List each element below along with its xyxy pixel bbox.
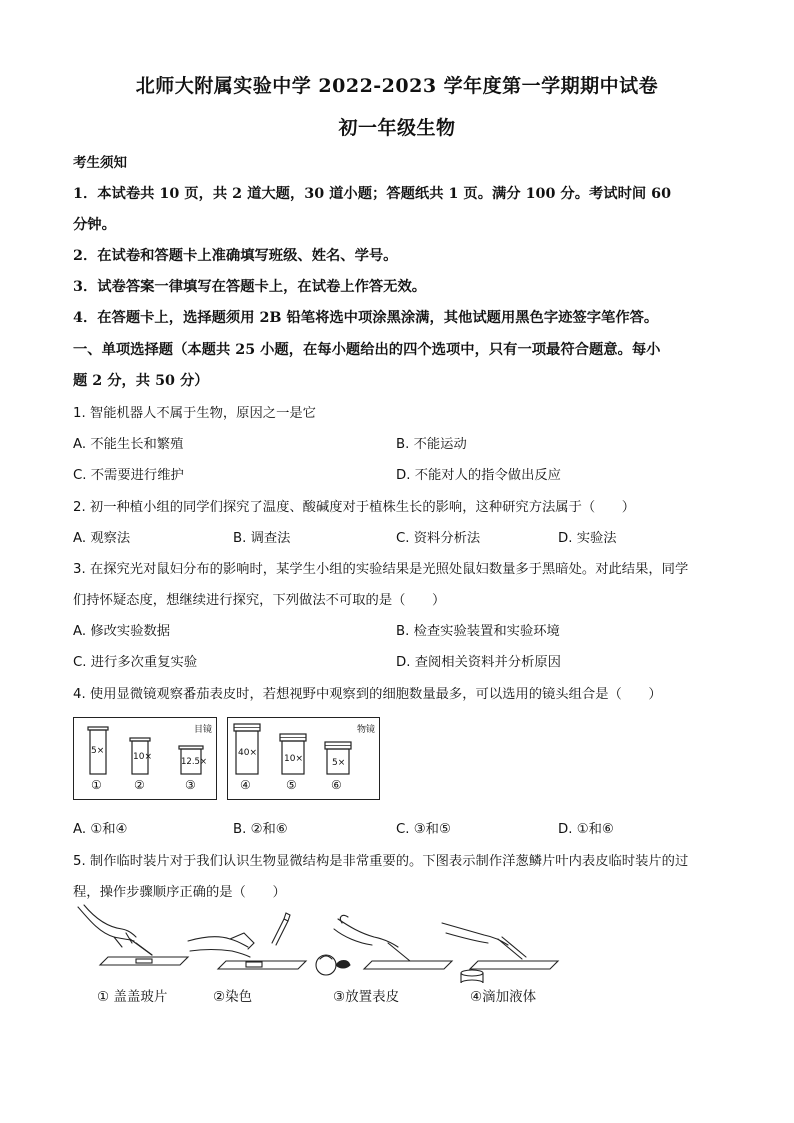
- objective-5-mag: 10×: [284, 754, 303, 764]
- section-heading-line-b: 题 2 分，共 50 分）: [73, 373, 209, 389]
- step-1-caption: ① 盖盖玻片: [97, 989, 168, 1005]
- eyepiece-2-number: ②: [134, 778, 145, 792]
- eyepiece-label: 目镜: [193, 725, 212, 735]
- question-3-option-d[interactable]: D. 查阅相关资料并分析原因: [396, 655, 561, 670]
- question-1-option-a[interactable]: A. 不能生长和繁殖: [73, 437, 184, 452]
- notice-line-4: 4．在答题卡上，选择题须用 2B 铅笔将选中项涂黑涂满，其他试题用黑色字迹签字笔作答。: [73, 310, 659, 326]
- notice-line-3: 3．试卷答案一律填写在答题卡上，在试卷上作答无效。: [73, 279, 427, 295]
- objective-6-mag: 5×: [332, 758, 346, 768]
- question-3-option-a[interactable]: A. 修改实验数据: [73, 624, 171, 639]
- question-4-option-d[interactable]: D. ①和⑥: [558, 822, 614, 837]
- eyepiece-2-mag: 10×: [133, 752, 152, 762]
- step-4-illustration: [442, 923, 558, 983]
- question-2-option-d[interactable]: D. 实验法: [558, 531, 617, 546]
- notice-line-2: 2．在试卷和答题卡上准确填写班级、姓名、学号。: [73, 248, 398, 264]
- question-3-stem-line-1: 3. 在探究光对鼠妇分布的影响时，某学生小组的实验结果是光照处鼠妇数量多于黑暗处。对此结果，同学: [73, 562, 689, 577]
- eyepiece-1-mag: 5×: [91, 746, 105, 756]
- question-4-stem: 4. 使用显微镜观察番茄表皮时，若想视野中观察到的细胞数量最多，可以选用的镜头组合是（ ）: [73, 687, 662, 702]
- eyepiece-3-mag: 12.5×: [181, 757, 208, 767]
- question-1-option-b[interactable]: B. 不能运动: [396, 437, 467, 452]
- step-2-illustration: [188, 913, 306, 969]
- notice-heading: 考生须知: [73, 155, 127, 171]
- question-5-stem-line-1: 5. 制作临时装片对于我们认识生物显微结构是非常重要的。下图表示制作洋葱鳞片叶内表皮临时装片的过: [73, 854, 689, 869]
- exam-title: 北师大附属实验中学 2022-2023 学年度第一学期期中试卷: [135, 75, 659, 97]
- objective-label: 物镜: [356, 725, 375, 735]
- question-2-stem: 2. 初一种植小组的同学们探究了温度、酸碱度对于植株生长的影响，这种研究方法属于（ ）: [73, 500, 636, 515]
- question-4-option-a[interactable]: A. ①和④: [73, 822, 128, 837]
- question-2-option-b[interactable]: B. 调查法: [233, 531, 291, 546]
- section-heading-line-a: 一、单项选择题（本题共 25 小题，在每小题给出的四个选项中，只有一项最符合题意。每小: [73, 342, 661, 358]
- question-5-stem-line-2: 程，操作步骤顺序正确的是（ ）: [73, 885, 286, 900]
- exam-subtitle: 初一年级生物: [338, 117, 456, 139]
- question-3-option-c[interactable]: C. 进行多次重复实验: [73, 655, 198, 670]
- objective-figure: [227, 717, 380, 800]
- eyepiece-figure: [73, 717, 217, 800]
- question-2-option-c[interactable]: C. 资料分析法: [396, 531, 481, 546]
- step-3-illustration: [316, 915, 452, 975]
- question-1-option-d[interactable]: D. 不能对人的指令做出反应: [396, 468, 561, 483]
- objective-5-number: ⑤: [286, 778, 297, 792]
- notice-line-1a: 1．本试卷共 10 页，共 2 道大题，30 道小题；答题纸共 1 页。满分 100 分。考试时间 60: [73, 186, 672, 202]
- objective-4-mag: 40×: [238, 748, 257, 758]
- step-2-caption: ②染色: [213, 989, 253, 1005]
- question-2-option-a[interactable]: A. 观察法: [73, 531, 131, 546]
- question-4-option-b[interactable]: B. ②和⑥: [233, 822, 288, 837]
- question-3-option-b[interactable]: B. 检查实验装置和实验环境: [396, 624, 560, 639]
- question-4-option-c[interactable]: C. ③和⑤: [396, 822, 451, 837]
- objective-6-number: ⑥: [331, 778, 342, 792]
- question-1-option-c[interactable]: C. 不需要进行维护: [73, 468, 184, 483]
- step-4-caption: ④滴加液体: [470, 989, 537, 1005]
- question-1-stem: 1. 智能机器人不属于生物，原因之一是它: [73, 406, 316, 421]
- eyepiece-1-number: ①: [91, 778, 102, 792]
- slide-steps-drawing: [70, 903, 630, 983]
- step-1-illustration: [78, 905, 188, 965]
- step-3-caption: ③放置表皮: [333, 989, 400, 1005]
- eyepiece-3-number: ③: [185, 778, 196, 792]
- question-3-stem-line-2: 们持怀疑态度，想继续进行探究，下列做法不可取的是（ ）: [73, 593, 446, 608]
- objective-4-number: ④: [240, 778, 251, 792]
- notice-line-1b: 分钟。: [73, 217, 116, 233]
